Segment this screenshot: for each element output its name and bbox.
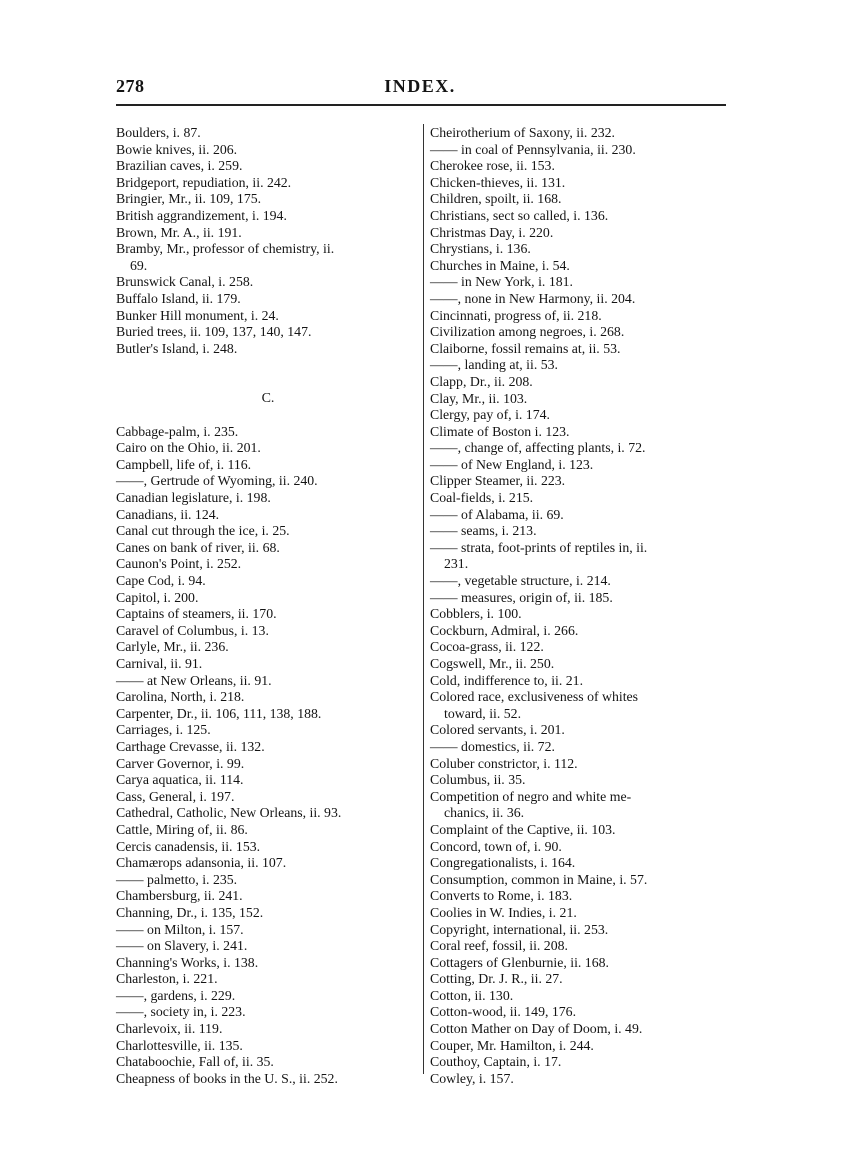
- index-entry: Cowley, i. 157.: [430, 1070, 514, 1086]
- index-entry: Chamærops adansonia, ii. 107.: [116, 855, 287, 871]
- index-entry: British aggrandizement, i. 194.: [116, 207, 287, 223]
- index-entry: ——, change of, affecting plants, i. 72.: [430, 440, 646, 456]
- left-column: [116, 125, 420, 1087]
- index-entry: Coluber constrictor, i. 112.: [430, 755, 578, 771]
- index-entry: Complaint of the Captive, ii. 103.: [430, 821, 616, 837]
- index-entry: Civilization among negroes, i. 268.: [430, 324, 625, 340]
- index-entry: Charlottesville, ii. 135.: [116, 1037, 243, 1053]
- column-divider: [423, 124, 424, 1074]
- index-entry: Buried trees, ii. 109, 137, 140, 147.: [116, 324, 312, 340]
- index-entry: —— on Slavery, i. 241.: [116, 938, 248, 954]
- index-entry: Consumption, common in Maine, i. 57.: [430, 871, 648, 887]
- blank-line: [116, 407, 420, 424]
- index-entry: Cercis canadensis, ii. 153.: [116, 838, 261, 854]
- index-entry: Competition of negro and white me-: [430, 788, 632, 804]
- index-entry: Canadian legislature, i. 198.: [116, 490, 271, 506]
- index-entry: Couper, Mr. Hamilton, i. 244.: [430, 1037, 594, 1053]
- index-entry: Caravel of Columbus, i. 13.: [116, 622, 269, 638]
- index-entry: ——, vegetable structure, i. 214.: [430, 573, 611, 589]
- index-entry-continuation: chanics, ii. 36.: [444, 805, 525, 821]
- index-entry: Cherokee rose, ii. 153.: [430, 158, 555, 174]
- index-entry: Cotton, ii. 130.: [430, 987, 514, 1003]
- index-entry: Carolina, North, i. 218.: [116, 689, 245, 705]
- index-entry: Capitol, i. 200.: [116, 589, 199, 605]
- index-entry: —— seams, i. 213.: [430, 523, 537, 539]
- index-entry: Congregationalists, i. 164.: [430, 855, 576, 871]
- index-entry: Climate of Boston i. 123.: [430, 423, 570, 439]
- index-entry: Coal-fields, i. 215.: [430, 490, 534, 506]
- index-entry: Channing's Works, i. 138.: [116, 954, 259, 970]
- index-entry: —— palmetto, i. 235.: [116, 871, 238, 887]
- index-entry: Cottagers of Glenburnie, ii. 168.: [430, 954, 609, 970]
- index-entry: Cotting, Dr. J. R., ii. 27.: [430, 971, 563, 987]
- index-entry: Chrystians, i. 136.: [430, 241, 531, 257]
- index-entry: Carya aquatica, ii. 114.: [116, 772, 244, 788]
- index-entry: Canal cut through the ice, i. 25.: [116, 523, 290, 539]
- index-entry: Carpenter, Dr., ii. 106, 111, 138, 188.: [116, 705, 322, 721]
- index-entry: Christians, sect so called, i. 136.: [430, 207, 609, 223]
- index-entry: Children, spoilt, ii. 168.: [430, 191, 562, 207]
- index-entry-continuation: 231.: [444, 556, 469, 572]
- index-entry: Canes on bank of river, ii. 68.: [116, 539, 280, 555]
- index-entry: Brazilian caves, i. 259.: [116, 158, 243, 174]
- page-number: 278: [116, 76, 145, 96]
- blank-line: [116, 357, 420, 374]
- index-entry: Bringier, Mr., ii. 109, 175.: [116, 191, 262, 207]
- blank-line: [116, 374, 420, 391]
- index-entry: Clay, Mr., ii. 103.: [430, 390, 528, 406]
- index-entry: Copyright, international, ii. 253.: [430, 921, 609, 937]
- index-entry-continuation: 69.: [130, 257, 148, 273]
- index-entry: —— in New York, i. 181.: [430, 274, 573, 290]
- running-head: INDEX.: [384, 76, 456, 96]
- section-letter-heading: C.: [261, 390, 275, 406]
- index-entry: ——, society in, i. 223.: [116, 1004, 246, 1020]
- index-entry: Couthoy, Captain, i. 17.: [430, 1054, 562, 1070]
- index-entry: Cabbage-palm, i. 235.: [116, 423, 239, 439]
- index-entry: Carriages, i. 125.: [116, 722, 211, 738]
- index-entry: Bramby, Mr., professor of chemistry, ii.: [116, 241, 335, 257]
- index-entry: Bridgeport, repudiation, ii. 242.: [116, 174, 292, 190]
- index-entry: Boulders, i. 87.: [116, 125, 201, 140]
- index-entry: Colored servants, i. 201.: [430, 722, 565, 738]
- index-entry: Chataboochie, Fall of, ii. 35.: [116, 1054, 274, 1070]
- index-entry-continuation: toward, ii. 52.: [444, 705, 522, 721]
- index-entry: ——, Gertrude of Wyoming, ii. 240.: [116, 473, 318, 489]
- index-entry: Cattle, Miring of, ii. 86.: [116, 821, 248, 837]
- index-entry: ——, landing at, ii. 53.: [430, 357, 558, 373]
- index-entry: Clapp, Dr., ii. 208.: [430, 373, 533, 389]
- index-entry: Channing, Dr., i. 135, 152.: [116, 904, 264, 920]
- right-column: [430, 125, 728, 1087]
- index-entry: Cincinnati, progress of, ii. 218.: [430, 307, 602, 323]
- index-entry: Colored race, exclusiveness of whites: [430, 689, 639, 705]
- index-entry: Clipper Steamer, ii. 223.: [430, 473, 566, 489]
- index-entry: Caunon's Point, i. 252.: [116, 556, 242, 572]
- index-entry: Chambersburg, ii. 241.: [116, 888, 243, 904]
- index-entry: ——, gardens, i. 229.: [116, 987, 236, 1003]
- index-entry: Cobblers, i. 100.: [430, 606, 522, 622]
- index-entry: Christmas Day, i. 220.: [430, 224, 554, 240]
- index-entry: —— at New Orleans, ii. 91.: [116, 672, 272, 688]
- page-header: [116, 76, 724, 100]
- index-entry: Cocoa-grass, ii. 122.: [430, 639, 544, 655]
- index-entry: —— on Milton, i. 157.: [116, 921, 244, 937]
- index-entry: Churches in Maine, i. 54.: [430, 257, 570, 273]
- index-entry: Cape Cod, i. 94.: [116, 573, 206, 589]
- index-entry: Clergy, pay of, i. 174.: [430, 407, 550, 423]
- index-entry: —— measures, origin of, ii. 185.: [430, 589, 613, 605]
- index-entry: Cotton-wood, ii. 149, 176.: [430, 1004, 577, 1020]
- index-entry: —— in coal of Pennsylvania, ii. 230.: [430, 141, 636, 157]
- index-entry: Cass, General, i. 197.: [116, 788, 235, 804]
- index-entry: Buffalo Island, ii. 179.: [116, 290, 241, 306]
- index-entry: Canadians, ii. 124.: [116, 506, 220, 522]
- index-entry: Bunker Hill monument, i. 24.: [116, 307, 279, 323]
- index-entry: Coral reef, fossil, ii. 208.: [430, 938, 568, 954]
- index-entry: Chicken-thieves, ii. 131.: [430, 174, 566, 190]
- index-entry: ——, none in New Harmony, ii. 204.: [430, 290, 636, 306]
- index-entry: Cold, indifference to, ii. 21.: [430, 672, 584, 688]
- index-entry: Converts to Rome, i. 183.: [430, 888, 573, 904]
- index-entry: Cockburn, Admiral, i. 266.: [430, 622, 579, 638]
- index-entry: Cogswell, Mr., ii. 250.: [430, 656, 555, 671]
- index-entry: Carthage Crevasse, ii. 132.: [116, 738, 265, 754]
- index-entry: Concord, town of, i. 90.: [430, 838, 562, 854]
- index-entry: Cotton Mather on Day of Doom, i. 49.: [430, 1021, 643, 1037]
- index-entry: —— of New England, i. 123.: [430, 456, 594, 472]
- index-entry: Carver Governor, i. 99.: [116, 755, 245, 771]
- index-entry: Captains of steamers, ii. 170.: [116, 606, 277, 622]
- index-entry: Claiborne, fossil remains at, ii. 53.: [430, 340, 621, 356]
- index-entry: Cheapness of books in the U. S., ii. 252.: [116, 1070, 338, 1086]
- header-rule: [116, 104, 726, 106]
- index-entry: Cathedral, Catholic, New Orleans, ii. 93.: [116, 805, 342, 821]
- index-entry: Brown, Mr. A., ii. 191.: [116, 224, 242, 240]
- index-entry: —— strata, foot-prints of reptiles in, ii.: [430, 539, 648, 555]
- index-entry: Charleston, i. 221.: [116, 971, 218, 987]
- index-entry: Columbus, ii. 35.: [430, 772, 526, 788]
- index-entry: Cairo on the Ohio, ii. 201.: [116, 440, 261, 456]
- index-entry: Bowie knives, ii. 206.: [116, 141, 238, 157]
- index-entry: Campbell, life of, i. 116.: [116, 456, 252, 472]
- index-entry: Butler's Island, i. 248.: [116, 340, 238, 356]
- index-entry: Brunswick Canal, i. 258.: [116, 274, 254, 290]
- index-entry: Cheirotherium of Saxony, ii. 232.: [430, 125, 615, 140]
- index-entry: —— of Alabama, ii. 69.: [430, 506, 564, 522]
- index-entry: Carnival, ii. 91.: [116, 656, 203, 671]
- index-entry: Charlevoix, ii. 119.: [116, 1021, 223, 1037]
- index-entry: Coolies in W. Indies, i. 21.: [430, 904, 577, 920]
- index-entry: —— domestics, ii. 72.: [430, 738, 555, 754]
- index-entry: Carlyle, Mr., ii. 236.: [116, 639, 229, 655]
